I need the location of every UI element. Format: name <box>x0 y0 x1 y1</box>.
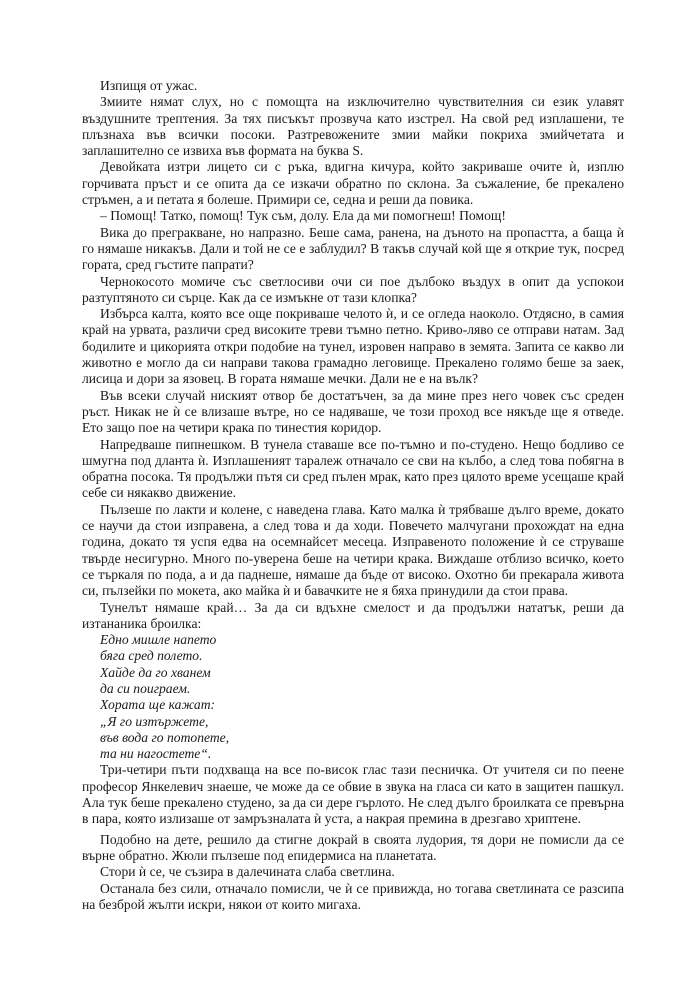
document-page <box>82 78 624 913</box>
paragraph: Изпищя от ужас. <box>100 78 198 93</box>
paragraph: Змиите нямат слух, но с помощта на изключително чувствителния си език улавят въздушните трептения. За тях писъкът прозвуча като изстрел. На свой ред изплашени, те плъзнаха във всички посоки. Разтревожените змии майки покриха змийчетата и заплашително се извиха във формата на буква S. <box>82 94 624 159</box>
paragraph: Чернокосото момиче със светлосиви очи си пое дълбоко въздух в опит да успокои разтуптяното си сърце. Как да се измъкне от тази клопка? <box>82 273 624 305</box>
dialogue-line: – Помощ! Татко, помощ! Тук съм, долу. Ела да ми помогнеш! Помощ! <box>100 208 506 224</box>
poem-line: Хайде да го хванем <box>100 664 211 680</box>
poem-line: Хората ще кажат: <box>100 697 216 713</box>
poem-line: „Я го изтържете, <box>100 713 209 729</box>
paragraph: Девойката изтри лицето си с ръка, вдигна кичура, който закриваше очите ѝ, изплю горчивата пръст и се опита да се изкачи обратно по склона. За съжаление, бе прекалено стръмен, а и петата я болеше. Примири се, седна и реши да повика. <box>82 159 624 208</box>
paragraph: Във всеки случай ниският отвор бе достатъчен, за да мине през него човек със среден ръст. Никак не ѝ се влизаше вътре, но се надяваше, че този проход все някъде ще я отведе. Ето защо пое на четири крака по тинестия коридор. <box>82 387 624 436</box>
paragraph: Избърса калта, която все още покриваше челото ѝ, и се огледа наоколо. Отдясно, в самия край на урвата, различи сред високите треви тъмно петно. Криво-ляво се отправи натам. Зад бодилите и цикорията откри подобие на тунел, изровен направо в земята. Запита се какво ли животно е могло да си направи такова грамадно леговище. Прекалено голямо беше за заек, лисица и дори за язовец. В гората нямаше мечки. Дали не е на вълк? <box>82 306 624 387</box>
paragraph: Останала без сили, отначало помисли, че ѝ се привижда, но тогава светлината се разсипа на безброй жълти искри, някои от които мигаха. <box>82 880 624 912</box>
paragraph: Тунелът нямаше край… За да си вдъхне смелост и да продължи нататък, реши да изтананика броилка: <box>82 599 624 631</box>
paragraph: Вика до прегракване, но напразно. Беше сама, ранена, на дъното на пропастта, а баща ѝ го нямаше никакъв. Дали и той не се е заблудил? В такъв случай кой ще я открие тук, посред гората, сред гъстите папрати? <box>82 224 624 273</box>
poem-block <box>100 632 624 762</box>
poem-line: Едно мишле напето <box>100 632 217 648</box>
poem-line: във вода го потопете, <box>100 729 230 745</box>
paragraph: Стори ѝ се, че съзира в далечината слаба светлина. <box>100 864 395 880</box>
poem-line: бяга сред полето. <box>100 648 203 664</box>
paragraph: Подобно на дете, решило да стигне докрай в своята лудория, тя дори не помисли да се върне обратно. Жюли пълзеше под епидермиса на планетата. <box>82 831 624 863</box>
paragraph: Напредваше пипнешком. В тунела ставаше все по-тъмно и по-студено. Нещо бодливо се шмугна под дланта ѝ. Изплашеният таралеж отначало се сви на кълбо, а след това побягна в обратна посока. Тя продължи пътя си сред пълен мрак, като през цялото време усещаше край себе си някакво движение. <box>82 436 624 501</box>
paragraph: Три-четири пъти подхваща на все по-висок глас тази песничка. От учителя си по пеене професор Янкелевич знаеше, че може да се обвие в звука на гласа си като в защитен пашкул. Ала тук беше прекалено студено, за да си дере гърлото. Не след дълго броилката се превърна в пара, която излизаше от замръзналата ѝ уста, а накрая премина в дрезгаво хриптене. <box>82 762 624 827</box>
poem-line: да си поиграем. <box>100 680 191 696</box>
poem-line: та ни нагостете“. <box>100 746 212 762</box>
paragraph: Пълзеше по лакти и колене, с наведена глава. Като малка ѝ трябваше дълго време, докато се научи да стои изправена, а след това и да ходи. Повечето малчугани прохождат на една година, докато тя успя едва на осемнайсет месеца. Изправеното положение ѝ се струваше твърде несигурно. Много по-уверена беше на четири крака. Виждаше отблизо всичко, което се търкаля по пода, а и да паднеше, нямаше да бъде от високо. Охотно би прекарала живота си, пълзейки по мокета, ако майка ѝ и бавачките не я бяха принудили да стои права. <box>82 501 624 599</box>
